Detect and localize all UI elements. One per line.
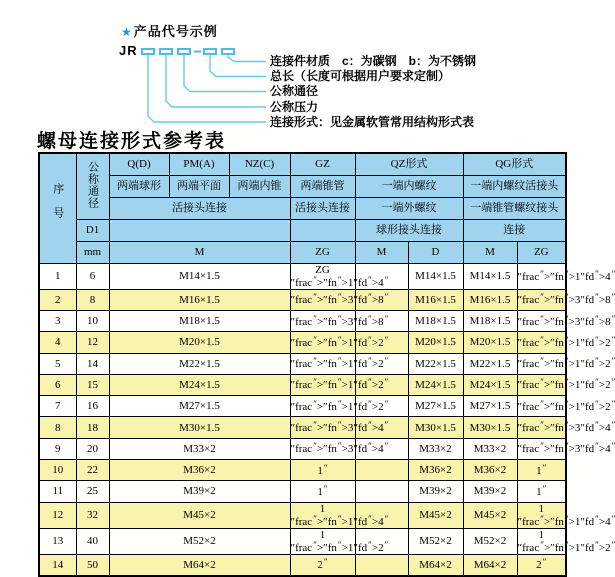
cell-seq: 9 (39, 438, 76, 459)
star-icon: ★ (121, 25, 133, 39)
header-cell-col-nz: NZ(C) (229, 153, 290, 175)
header-cell-col-gz: GZ (290, 153, 355, 175)
cell-m: M36×2 (109, 460, 290, 481)
header-cell-row4-d1: D1 (76, 219, 109, 241)
cell-seq: 13 (39, 528, 76, 554)
cell-dn: 50 (76, 555, 109, 576)
header-cell-row4-qg: 连接 (463, 219, 566, 241)
cell-qg-m: M52×2 (463, 528, 517, 554)
cell-qg-m: M39×2 (463, 481, 517, 502)
cell-m: M16×1.5 (109, 289, 290, 310)
table-row (39, 555, 566, 576)
label-total-length: 总长（长度可根据用户要求定制） (270, 69, 451, 84)
cell-qz-d: M24×1.5 (408, 374, 463, 395)
header-text-dn: 公称通径 (86, 160, 99, 209)
label-material: 连接件材质 c：为碳钢 b：为不锈钢 (270, 54, 477, 68)
cell-gz-zg: 1 ″frac″>″fn″>1″fd″>2″ (290, 528, 389, 554)
cell-qg-zg: ″frac″>″fn″>1″fd″>2 (517, 374, 566, 395)
header-cell-sub-nz: 两端内锥 (229, 175, 290, 197)
header-cell-row5-qg-m: M (463, 241, 517, 263)
cell-qz-m (355, 555, 408, 576)
cell-dn: 16 (76, 396, 109, 417)
cell-seq: 6 (39, 374, 76, 395)
table-row (39, 417, 566, 438)
cell-gz-zg: ″frac″>″fn″>3″ ″ ″ (290, 289, 355, 310)
cell-qz-d: M39×2 (408, 481, 463, 502)
table-title: 螺母连接形式参考表 (37, 130, 227, 152)
cell-dn: 12 (76, 332, 109, 353)
cell-qz-d: M36×2 (408, 460, 463, 481)
header-cell-row5-mm: mm (76, 241, 109, 263)
table-row (39, 374, 566, 395)
cell-qz-d: M14×1.5 (408, 263, 463, 289)
cell-gz-zg: 1 ″frac″>″fn″>1″ ″ ″ (290, 502, 389, 528)
header-cell-row5-m: M (109, 241, 290, 263)
label-nominal-pressure: 公称压力 (270, 99, 319, 114)
cell-qg-m: M45×2 (463, 502, 517, 528)
table-row (39, 481, 566, 502)
cell-dn: 10 (76, 310, 109, 331)
cell-m: M27×1.5 (109, 396, 290, 417)
cell-qg-zg: 2″ (517, 555, 566, 576)
cell-seq: 5 (39, 353, 76, 374)
product-code-prefix: JR (119, 43, 138, 58)
cell-dn: 32 (76, 502, 109, 528)
cell-seq: 4 (39, 332, 76, 353)
cell-gz-zg: ZG ″frac″>″fn″>1″fd″>4″ (290, 263, 389, 289)
cell-dn: 8 (76, 289, 109, 310)
cell-qg-m: M14×1.5 (463, 263, 517, 289)
cell-gz-zg: 1″ (290, 460, 355, 481)
cell-qg-zg: ″frac″>″fn″>3″fd″>8 (517, 310, 566, 331)
cell-m: M14×1.5 (109, 263, 290, 289)
header-cell-sub-gz: 两端锥管 (290, 175, 355, 197)
cell-qz-d: M52×2 (408, 528, 463, 554)
cell-qz-m (355, 460, 408, 481)
cell-qz-d: M30×1.5 (408, 417, 463, 438)
cell-qg-m: M18×1.5 (463, 310, 517, 331)
cell-m: M39×2 (109, 481, 290, 502)
header-cell-row3-qg: 一端锥管螺纹接头 (463, 197, 566, 219)
cell-m: M30×1.5 (109, 417, 290, 438)
cell-m: M64×2 (109, 555, 290, 576)
cell-dn: 15 (76, 374, 109, 395)
cell-seq: 7 (39, 396, 76, 417)
cell-qg-zg: ″frac″>″fn″>1″fd″>2 (517, 396, 566, 417)
header-cell-seq (39, 153, 76, 263)
cell-qz-d: M18×1.5 (408, 310, 463, 331)
table-header (39, 153, 566, 263)
cell-qg-zg: ″frac″>″fn″>1″fd″>2 (517, 332, 566, 353)
header-cell-row3-qz: 一端外螺纹 (355, 197, 463, 219)
header-cell-blank-a (109, 219, 290, 241)
header-cell-col-qg: QG形式 (463, 153, 566, 175)
header-cell-dn (76, 153, 109, 219)
diagram-title-text: 产品代号示例 (133, 24, 218, 39)
header-cell-blank-b (290, 219, 355, 241)
code-box-4 (203, 48, 217, 55)
code-box-1 (141, 48, 155, 55)
cell-qg-zg: 1 ″frac″>″fn″>1″fd″>2 (517, 528, 611, 554)
cell-m: M22×1.5 (109, 353, 290, 374)
diagram-labels (270, 54, 476, 130)
header-cell-row3-gz: 活接头连接 (290, 197, 355, 219)
cell-m: M45×2 (109, 502, 290, 528)
cell-gz-zg: 2″ (290, 555, 355, 576)
cell-qg-zg: ″frac″>″fn″>1″fd″>2 (517, 353, 566, 374)
cell-seq: 8 (39, 417, 76, 438)
cell-m: M52×2 (109, 528, 290, 554)
cell-dn: 14 (76, 353, 109, 374)
header-cell-row5-qg-zg: ZG (517, 241, 566, 263)
table-row (39, 460, 566, 481)
header-text-seq: 序号 (51, 182, 64, 231)
cell-gz-zg: ″frac″>″fn″>1″fd″>2″ (290, 353, 355, 374)
cell-seq: 2 (39, 289, 76, 310)
cell-qz-d: M20×1.5 (408, 332, 463, 353)
header-cell-sub-qz: 一端内螺纹 (355, 175, 463, 197)
cell-qz-d: M33×2 (408, 438, 463, 459)
cell-qg-m: M30×1.5 (463, 417, 517, 438)
header-cell-row3-qpmnz: 活接头连接 (109, 197, 290, 219)
cell-qg-m: M20×1.5 (463, 332, 517, 353)
table-row (39, 438, 566, 459)
cell-dn: 18 (76, 417, 109, 438)
header-cell-row5-qz-d: D (408, 241, 463, 263)
cell-seq: 11 (39, 481, 76, 502)
cell-qg-m: M16×1.5 (463, 289, 517, 310)
header-cell-row4-qz: 球形接头连接 (355, 219, 463, 241)
header-cell-col-q: Q(D) (109, 153, 169, 175)
cell-qz-d: M16×1.5 (408, 289, 463, 310)
cell-qg-zg: 1″ (517, 460, 566, 481)
header-cell-col-qz: QZ形式 (355, 153, 463, 175)
cell-seq: 10 (39, 460, 76, 481)
cell-qg-m: M24×1.5 (463, 374, 517, 395)
cell-dn: 6 (76, 263, 109, 289)
cell-gz-zg: ″frac″>″fn″>1″fd″>2″ (290, 396, 355, 417)
table-row (39, 310, 566, 331)
table-row (39, 263, 566, 289)
cell-qg-zg: 1″ (517, 481, 566, 502)
cell-qg-zg: ″frac″>″fn″>3″fd″>4 (517, 438, 566, 459)
diagram-title (121, 21, 218, 40)
header-cell-row5-qz-m: M (355, 241, 408, 263)
header-cell-sub-q: 两端球形 (109, 175, 169, 197)
cell-qg-m: M27×1.5 (463, 396, 517, 417)
table-row (39, 502, 566, 528)
code-box-2 (159, 48, 173, 55)
header-cell-col-pm: PM(A) (169, 153, 229, 175)
cell-m: M20×1.5 (109, 332, 290, 353)
cell-gz-zg: ″frac″>″fn″>3″fd″>4″ (290, 438, 355, 459)
cell-qz-d: M22×1.5 (408, 353, 463, 374)
table-row (39, 332, 566, 353)
table-row (39, 289, 566, 310)
table-row (39, 353, 566, 374)
cell-qz-d: M64×2 (408, 555, 463, 576)
cell-dn: 25 (76, 481, 109, 502)
cell-dn: 40 (76, 528, 109, 554)
cell-dn: 20 (76, 438, 109, 459)
cell-gz-zg: 1″ (290, 481, 355, 502)
header-cell-sub-qg: 一端内螺纹活接头 (463, 175, 566, 197)
cell-gz-zg: ″frac″>″fn″>1″ ″ ″ (290, 374, 355, 395)
cell-m: M33×2 (109, 438, 290, 459)
cell-qg-zg: ″frac″>″fn″>3″fd″>8 (517, 289, 566, 310)
cell-qg-zg: ″frac″>″fn″>1″fd″>4 (517, 263, 566, 289)
table-body (39, 263, 611, 576)
cell-m: M24×1.5 (109, 374, 290, 395)
cell-seq: 12 (39, 502, 76, 528)
cell-m: M18×1.5 (109, 310, 290, 331)
nut-connection-table (38, 152, 611, 577)
label-nominal-diameter: 公称通径 (270, 84, 319, 99)
code-box-3 (177, 48, 191, 55)
cell-seq: 1 (39, 263, 76, 289)
cell-qg-zg: 1 ″frac″>″fn″>1″fd″>4 (517, 502, 611, 528)
cell-qz-m (355, 481, 408, 502)
cell-qg-m: M22×1.5 (463, 353, 517, 374)
table-row (39, 528, 566, 554)
cell-qg-m: M64×2 (463, 555, 517, 576)
label-connection-form: 连接形式：见金属软管常用结构形式表 (270, 114, 475, 129)
header-cell-sub-pm: 两端平面 (169, 175, 229, 197)
header-cell-row5-zg: ZG (290, 241, 355, 263)
cell-qg-m: M36×2 (463, 460, 517, 481)
cell-qg-zg: ″frac″>″fn″>3″fd″>4 (517, 417, 566, 438)
cell-gz-zg: ″frac″>″fn″>3″fd″>8″ (290, 310, 355, 331)
cell-gz-zg: ″frac″>″fn″>1″ ″ ″ (290, 332, 355, 353)
cell-gz-zg: ″frac″>″fn″>3″ ″ ″ (290, 417, 355, 438)
code-box-5 (221, 48, 235, 55)
cell-dn: 22 (76, 460, 109, 481)
cell-seq: 3 (39, 310, 76, 331)
table-row (39, 396, 566, 417)
cell-seq: 14 (39, 555, 76, 576)
cell-qz-d: M27×1.5 (408, 396, 463, 417)
cell-qz-d: M45×2 (408, 502, 463, 528)
cell-qg-m: M33×2 (463, 438, 517, 459)
